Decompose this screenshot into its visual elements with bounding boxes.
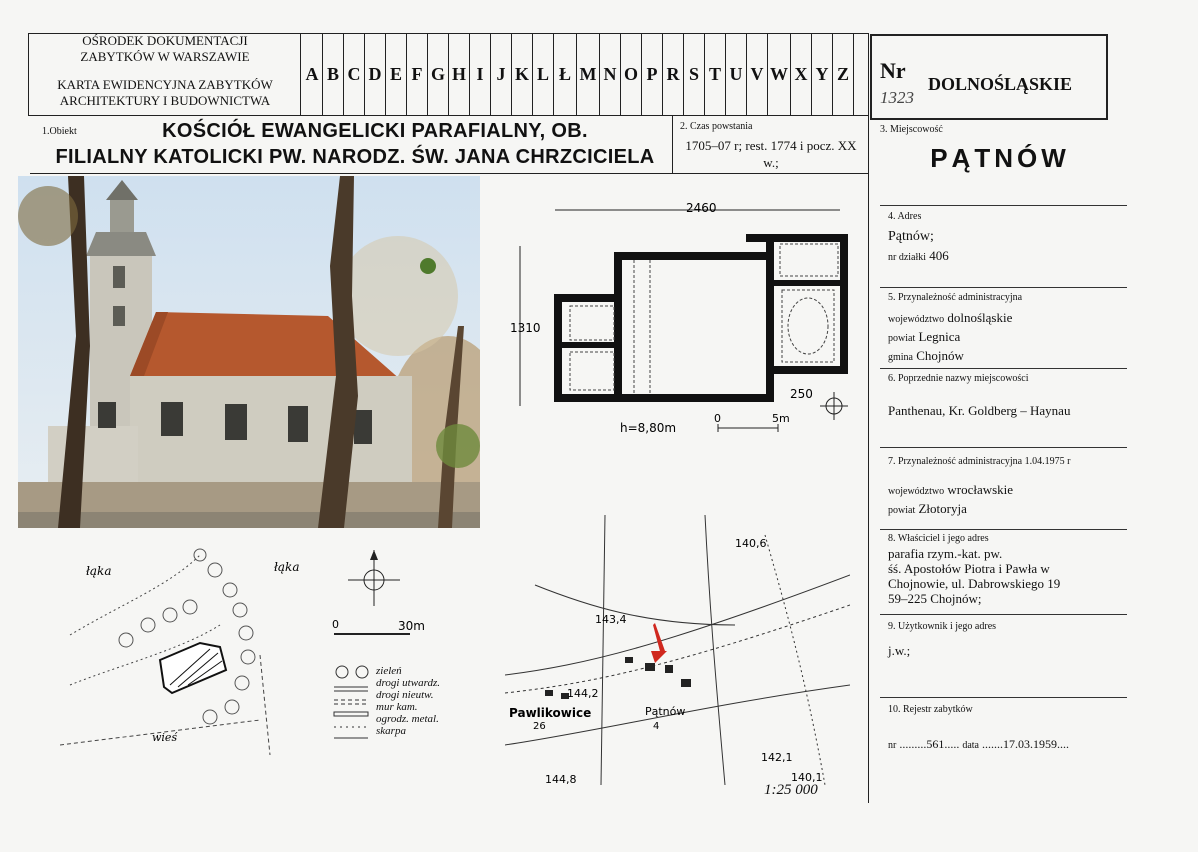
header-bottom-line xyxy=(28,115,868,116)
object-title: KOŚCIÓŁ EWANGELICKI PARAFIALNY, OB. FILIALNY KATOLICKI PW. NARODZ. ŚW. JANA CHRZCICIELA xyxy=(55,120,655,168)
owner-label: 8. Właściciel i jego adres xyxy=(888,533,989,544)
index-letter: J xyxy=(491,33,512,115)
plan-height-note: h=8,80m xyxy=(620,421,677,435)
rule-5 xyxy=(880,287,1127,288)
index-letter: A xyxy=(302,33,323,115)
right-column-border xyxy=(868,33,869,803)
index-letter: Z xyxy=(833,33,854,115)
site-meadow-2: łąka xyxy=(274,560,300,574)
index-letter: V xyxy=(747,33,768,115)
index-letter: Y xyxy=(812,33,833,115)
index-letter: U xyxy=(726,33,747,115)
rule-6 xyxy=(880,368,1127,369)
user-value: j.w.; xyxy=(888,643,911,658)
map-village-2: Pątnów xyxy=(645,705,686,718)
nr-handwritten: 1323 xyxy=(880,88,914,107)
rule-7 xyxy=(880,447,1127,448)
map-elev-2: 143,4 xyxy=(595,613,627,626)
index-letter: D xyxy=(365,33,386,115)
institution-name: OŚRODEK DOKUMENTACJI ZABYTKÓW W WARSZAWIE KARTA EWIDENCYJNA ZABYTKÓW ARCHITEKTURY I BUDOWNICTWA xyxy=(57,33,273,108)
map-village-1: Pawlikowice xyxy=(509,706,592,720)
register-label: 10. Rejestr zabytków xyxy=(888,704,973,715)
index-letter: K xyxy=(512,33,533,115)
index-letter: I xyxy=(470,33,491,115)
index-letter: M xyxy=(577,33,600,115)
owner-value: parafia rzym.-kat. pw. śś. Apostołów Piotra i Pawła w Chojnowie, ul. Dabrowskiego 19 59–225 Chojnów; xyxy=(888,546,1061,606)
map-elev-5: 144,8 xyxy=(545,773,577,785)
index-letter: X xyxy=(791,33,812,115)
admin-label: 5. Przynależność administracyjna xyxy=(888,292,1023,303)
title-date-divider xyxy=(672,116,673,173)
address-label: 4. Adres xyxy=(888,211,922,222)
index-letter: O xyxy=(621,33,642,115)
index-letter: P xyxy=(642,33,663,115)
date-value: 1705–07 r; rest. 1774 i pocz. XX w.; xyxy=(685,138,857,170)
index-letter: R xyxy=(663,33,684,115)
index-letter: H xyxy=(449,33,470,115)
map-elev-6: 140,1 xyxy=(791,771,823,784)
index-letter: Ł xyxy=(554,33,577,115)
map-scale: 1:25 000 xyxy=(764,782,818,798)
index-letter: N xyxy=(600,33,621,115)
rule-10 xyxy=(880,697,1127,698)
map-elev-4: 142,1 xyxy=(761,751,793,764)
map-village-2-num: 4 xyxy=(653,721,660,732)
object-label: 1.Obiekt xyxy=(42,126,77,137)
floor-plan xyxy=(510,196,860,436)
topographic-map xyxy=(505,515,850,785)
address-value: Pątnów; xyxy=(888,229,934,244)
title-bottom-line xyxy=(30,173,868,174)
plan-scale-0: 0 xyxy=(714,412,721,425)
admin-1975-label: 7. Przynależność administracyjna 1.04.1975 r xyxy=(888,456,1071,467)
site-legend xyxy=(330,550,500,760)
previous-names-label: 6. Poprzednie nazwy miejscowości xyxy=(888,373,1029,384)
admin-1975-values: województwo wrocławskie powiat Złotoryja xyxy=(888,482,1014,516)
plan-height-dim: 1310 xyxy=(510,321,541,335)
site-meadow-1: łąka xyxy=(86,564,112,578)
site-road-label: wieś xyxy=(152,731,178,744)
plan-width-dim: 2460 xyxy=(686,201,717,215)
index-letter: B xyxy=(323,33,344,115)
index-letter: F xyxy=(407,33,428,115)
map-village-1-num: 26 xyxy=(533,721,546,732)
register-value: nr .........561..... data .......17.03.1959.... xyxy=(888,737,1069,751)
index-letter: T xyxy=(705,33,726,115)
site-plan xyxy=(60,545,335,755)
place-label: 3. Miejscowość xyxy=(880,124,943,135)
user-label: 9. Użytkownik i jego adres xyxy=(888,621,997,632)
index-letter: S xyxy=(684,33,705,115)
index-letter: G xyxy=(428,33,449,115)
admin-values: województwo dolnośląskie powiat Legnica gmina Chojnów xyxy=(888,310,1013,363)
place-value: PĄTNÓW xyxy=(930,143,1070,173)
index-letters xyxy=(302,33,854,115)
rule-9 xyxy=(880,614,1127,615)
plan-side-dim: 250 xyxy=(790,387,813,401)
inst-letter-divider xyxy=(300,33,301,115)
date-label: 2. Czas powstania xyxy=(680,121,753,132)
index-letter: W xyxy=(768,33,791,115)
map-elev-3: 144,2 xyxy=(567,687,599,700)
index-letter: C xyxy=(344,33,365,115)
site-scale-0: 0 xyxy=(332,618,339,631)
church-photo xyxy=(18,176,480,528)
plot-row: nr działki 406 xyxy=(888,248,949,263)
legend-items: zieleń drogi utwardz. drogi nieutw. mur kam. ogrodz. metal. skarpa xyxy=(376,665,440,737)
voivodeship-title: DOLNOŚLĄSKIE xyxy=(928,74,1073,94)
previous-names-value: Panthenau, Kr. Goldberg – Haynau xyxy=(888,403,1071,418)
plan-scale-5: 5m xyxy=(772,412,790,425)
index-letter: L xyxy=(533,33,554,115)
map-elev-1: 140,6 xyxy=(735,537,767,550)
index-letter: E xyxy=(386,33,407,115)
site-scale-30: 30m xyxy=(398,619,425,633)
nr-label: Nr xyxy=(880,58,906,83)
left-border xyxy=(28,33,29,115)
rule-4 xyxy=(880,205,1127,206)
rule-8 xyxy=(880,529,1127,530)
